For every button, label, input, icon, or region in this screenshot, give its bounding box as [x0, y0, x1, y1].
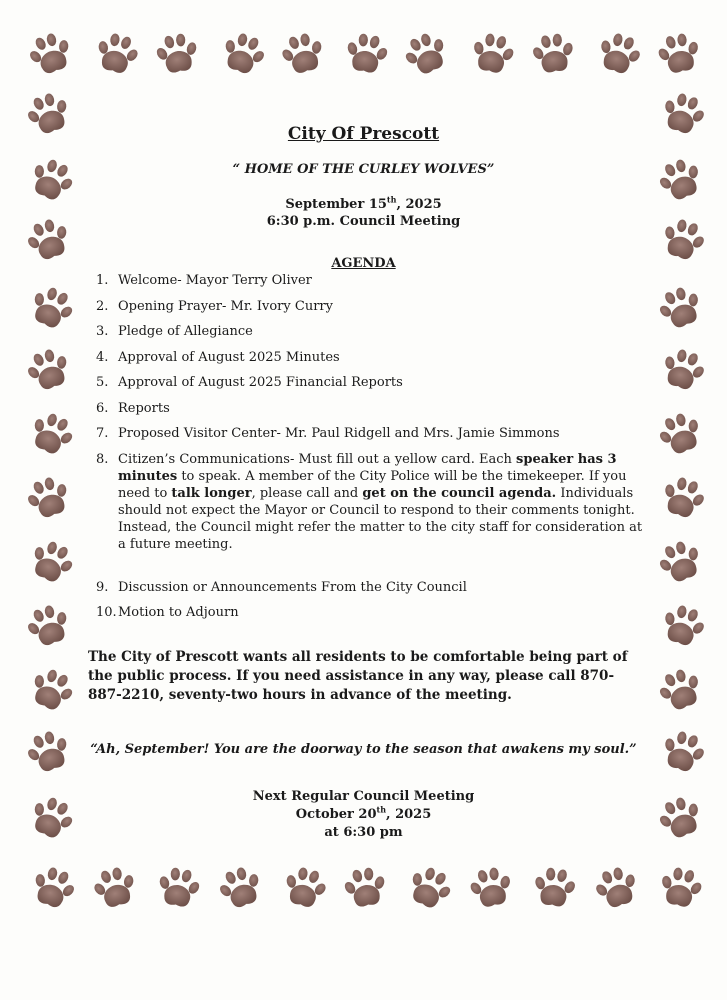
city-motto: “ HOME OF THE CURLEY WOLVES” — [232, 162, 495, 177]
agenda-heading: AGENDA — [331, 256, 396, 271]
agenda-item-citizen-communications: 8. Citizen’s Communications- Must fill out a yellow card. Each speaker has 3 minutes to speak. A member of the City Police will be the timekeeper. If you need to talk longer, please call and get on the council agenda. Individuals should not expect the Mayor or Council to respond to their comments tonight. Instead, the Council might refer the matter to the city staff for consideration at a future meeting. — [96, 451, 643, 552]
agenda-item: 3. Pledge of Allegiance — [96, 324, 253, 339]
agenda-item: 1. Welcome- Mayor Terry Oliver — [96, 273, 312, 288]
next-meeting-time: at 6:30 pm — [324, 825, 403, 840]
agenda-item: 7. Proposed Visitor Center- Mr. Paul Ridgell and Mrs. Jamie Simmons — [96, 426, 560, 441]
agenda-item: 4. Approval of August 2025 Minutes — [96, 349, 340, 365]
agenda-item: 6. Reports — [96, 400, 170, 416]
agenda-item: 5. Approval of August 2025 Financial Reports — [96, 375, 403, 390]
agenda-item: 10. Motion to Adjourn — [96, 605, 239, 620]
next-meeting-label: Next Regular Council Meeting — [252, 789, 475, 804]
agenda-list — [96, 272, 646, 630]
next-meeting-block: Next Regular Council Meeting October 20th, 2025 at 6:30 pm — [0, 788, 727, 842]
agenda-item: 9. Discussion or Announcements From the City Council — [96, 579, 467, 595]
meeting-time: 6:30 p.m. Council Meeting — [266, 214, 461, 229]
meeting-date-block: September 15th, 2025 6:30 p.m. Council Meeting — [0, 196, 727, 230]
agenda-item: 2. Opening Prayer- Mr. Ivory Curry — [96, 298, 333, 314]
meeting-date: September 15 — [285, 197, 387, 212]
next-meeting-date: October 20 — [295, 807, 377, 822]
city-title: City Of Prescott — [287, 124, 440, 144]
september-quote: “Ah, September! You are the doorway to the season that awakens my soul.” — [90, 742, 637, 757]
accessibility-notice: The City of Prescott wants all residents to be comfortable being part of the public process. If you need assistance in any way, please call 870-887-2210, seventy-two hours in advance of the meeting. — [88, 649, 628, 703]
